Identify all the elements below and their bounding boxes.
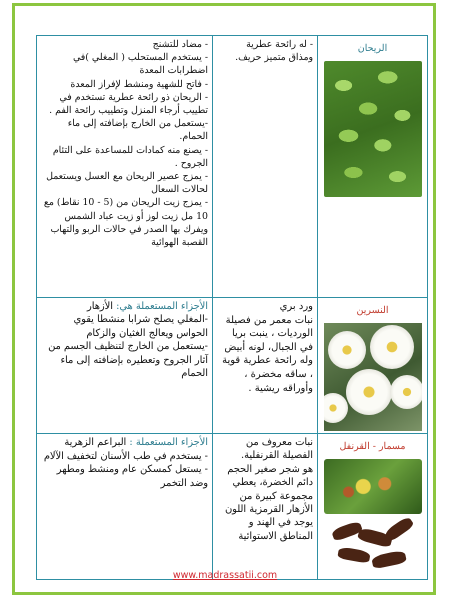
uses-heading-value: الأزهار [87,301,113,312]
use-item: - يستخدم في طب الأسنان لتخفيف الآلام [43,450,208,462]
herb-name: الريحان [357,43,388,54]
use-item: - مضاد للتشنج [152,39,208,50]
herb-uses-cell [37,434,213,580]
herb-name-cell [318,36,428,298]
herb-name-cell [318,434,428,580]
herb-description-cell [213,434,318,580]
use-item: - يستخدم المستحلب ( المغلي )في اضطرابات المعدة [72,52,208,77]
description-line: ورد بري [279,301,313,312]
herb-name: النسرين [356,305,389,316]
use-item: - يستعل كمسكن عام ومنشط ومطهر وضد التخمر [56,464,208,489]
table-row [37,434,428,580]
roses-image [324,323,422,431]
description-line: - له رائحة عطرية [246,39,313,50]
use-item: - فاتح للشهية ومنشط لإفراز المعدة [70,78,208,90]
use-item: -يستعمل من الخارج لتنظيف الجسم من آثار الجروح وتعطيره بإضافته إلى ماء الحمام [48,341,208,380]
herb-uses-cell [37,298,213,434]
herbs-table [36,35,428,580]
herb-uses-cell [37,36,213,298]
herb-description-cell [213,36,318,298]
cloves-image [324,459,422,577]
description-line: نبات معروف من الفصيلة القرنفلية. [240,437,313,462]
description-line: هو شجر صغير الحجم دائم الخضرة، يعطي مجموعة كبيرة من الأزهار القرمزية اللون يوجد في الهند و المناطق الاستوائية [224,463,313,542]
uses-heading: الأجزاء المستعملة : [129,437,208,448]
herb-name: مسمار - القرنفل [339,441,406,452]
use-item: -يستعمل من الخارج بإضافته إلى ماء الحمام. [67,118,208,143]
table-row [37,298,428,434]
herb-name-cell [318,298,428,434]
description-line: نبات معمر من فصيلة الورديات ، ينبت بريا في الجبال، لونه أبيض وله رائحة عطرية قوية ، ساقه مخضرة ، وأوراقه ريشية . [222,314,313,394]
use-item: -المغلي يصلح شرابا منشطا يقوي الحواس ويعالج الغثيان والزكام [73,314,208,339]
use-item: - يصنع منه كمادات للمساعدة على التئام الجروح . [52,144,208,169]
uses-heading-value: البراعم الزهرية [64,437,127,448]
use-item: - يمزج عصير الريحان مع العسل ويستعمل لحالات السعال [46,171,208,196]
basil-image [324,61,422,197]
description-line: ومذاق متميز حريف. [235,52,313,64]
footer-link[interactable]: www.madrassatii.com [172,570,278,581]
table-row [37,36,428,298]
uses-heading: الأجزاء المستعملة هي: [116,301,208,312]
herb-description-cell [213,298,318,434]
use-item: - يمزج زيت الريحان من (5 - 10 نقاط) مع 10 مل زيت لوز أو زيت عباد الشمس ويفرك بها الصدر في حالات الربو والتهاب القصبة الهوائية [43,197,208,249]
use-item: - الريحان ذو رائحة عطرية تستخدم في تطييب أرجاء المنزل وتطييب رائحة الفم . [49,91,208,117]
